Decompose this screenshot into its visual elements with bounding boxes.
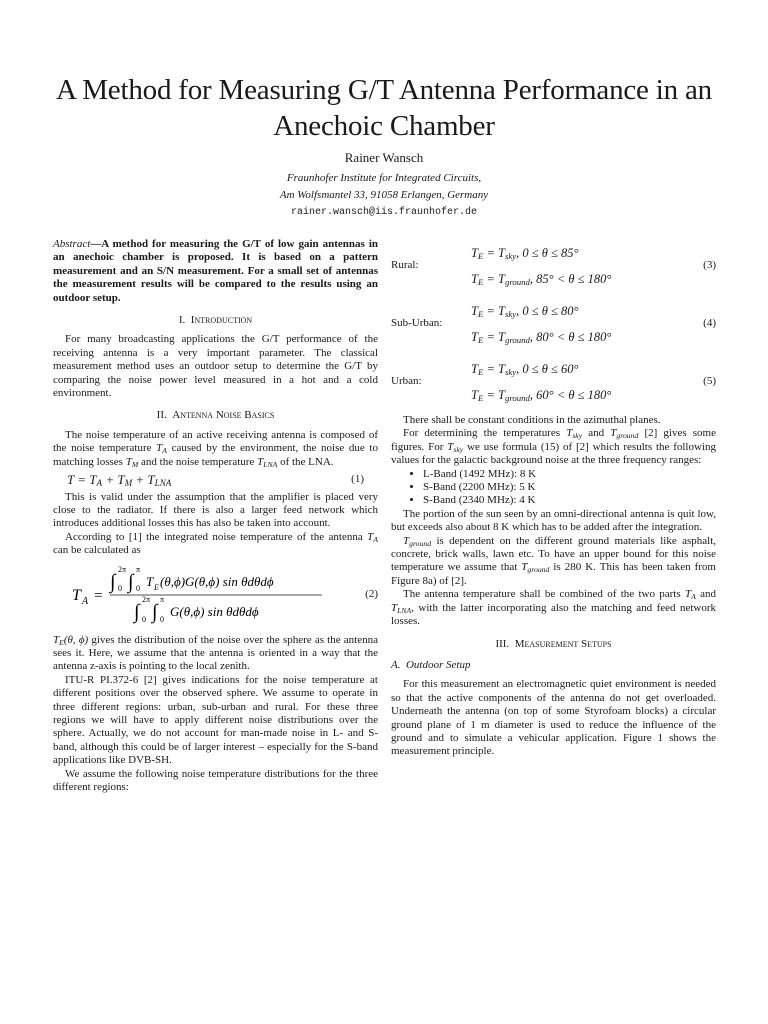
right-paragraph-5: The antenna temperature shall be combined of the two parts $T_A$ and $T_{LNA}$, with the latter incorporating also the matching and feed network losses. — [391, 588, 716, 628]
noise-paragraph-4: $T_E(\theta$, ϕ) gives the distribution of the noise over the sphere as the antenna sees it. Here, we assume that the antenna is oriented in a way that the antenna z-axis is pointing to the local zenith. — [53, 633, 378, 673]
equation-line: $T_E = T_{sky}$, 0 ≤ θ ≤ 60° — [471, 362, 579, 377]
svg-text:(θ,ϕ)G(θ,ϕ) sin θdθdϕ: (θ,ϕ)G(θ,ϕ) sin θdθdϕ — [159, 573, 274, 589]
intro-paragraph: For many broadcasting applications the G/T performance of the receiving antenna is a very important parameter. The classical measurement method uses an outdoor setup to determine the G/T by comparing the noise power level measured in a hot and a cold environment. — [53, 333, 378, 400]
equation-line: $T_E = T_{ground}$, 60° < θ ≤ 180° — [471, 388, 612, 403]
svg-text:∫: ∫ — [151, 600, 157, 623]
paper-title: A Method for Measuring G/T Antenna Performance in an Anechoic Chamber — [56, 74, 712, 142]
section-number: I. — [178, 314, 186, 327]
measurement-paragraph-1: For this measurement an electromagnetic quiet environment is needed so that the active components of the antenna do not get overloaded. Underneath the antenna (on top of some Styrofoam blocks) a circular ground plane of 1 m diameter is used to reduce the influence of the ground and to simulate a vehicular application. Figure 1 shows the measurement principle. — [391, 678, 716, 758]
svg-text:0: 0 — [117, 583, 122, 593]
section-title: Antenna Noise Basics — [172, 409, 275, 422]
subsection-heading-outdoor: A. Outdoor Setup — [391, 658, 471, 671]
svg-text:E: E — [153, 582, 159, 592]
region-label: Rural: — [391, 259, 419, 272]
svg-text:2π: 2π — [117, 564, 126, 574]
affiliation-line-1: Fraunhofer Institute for Integrated Circuits, — [286, 172, 482, 184]
section-number: II. — [156, 409, 167, 422]
equation-number: (4) — [703, 317, 716, 330]
right-paragraph-2: For determining the temperatures $T_{sky}$ and $T_{ground}$ [2] gives some figures. For $T_{sky}$ we use formula (15) of [2] which results the following values for the galactic background noise at the three frequency ranges: — [391, 427, 716, 467]
equation-line: $T_E = T_{ground}$, 85° < θ ≤ 180° — [471, 272, 612, 287]
equation-2 — [53, 558, 378, 634]
svg-text:∫: ∫ — [133, 600, 139, 623]
equation-1 — [53, 469, 378, 490]
equation-number: (3) — [703, 259, 716, 272]
svg-text:T: T — [71, 586, 81, 604]
region-equation-1 — [391, 240, 716, 292]
abstract-dash: — — [90, 238, 102, 250]
equation-2-body — [53, 564, 350, 626]
section-heading-noise-basics — [53, 409, 378, 422]
section-heading-introduction — [53, 314, 378, 327]
list-item: • L-Band (1492 MHz): 8 K — [423, 468, 716, 481]
equation-line: $T_E = T_{sky}$, 0 ≤ θ ≤ 85° — [471, 246, 579, 261]
equation-number: (1) — [351, 473, 364, 486]
svg-text:0: 0 — [141, 614, 146, 624]
right-column — [391, 238, 716, 759]
svg-text:π: π — [159, 594, 164, 604]
region-label: Urban: — [391, 375, 422, 388]
svg-text:T: T — [145, 573, 153, 589]
equation-line: $T_E = T_{ground}$, 80° < θ ≤ 180° — [471, 330, 612, 345]
svg-text:A: A — [81, 595, 88, 607]
list-item: • S-Band (2340 MHz): 4 K — [423, 494, 716, 507]
right-paragraph-3: The portion of the sun seen by an omni-directional antenna is quit low, but exceeds also about 8 K which has to be added after the integration. — [391, 507, 716, 534]
equation-line: $T_E = T_{sky}$, 0 ≤ θ ≤ 80° — [471, 304, 579, 319]
integral-formula — [72, 564, 332, 626]
noise-paragraph-3: According to [1] the integrated noise temperature of the antenna $T_A$ can be calculated as — [53, 530, 378, 557]
frequency-list — [391, 468, 716, 508]
section-heading-measurement — [391, 638, 716, 651]
author-email[interactable]: rainer.wansch@iis.fraunhofer.de — [290, 207, 478, 218]
svg-text:∫: ∫ — [109, 570, 115, 593]
right-paragraph-1: There shall be constant conditions in the azimuthal planes. — [403, 414, 661, 426]
noise-paragraph-5: ITU-R PI.372-6 [2] gives indications for the noise temperature at different positions over the observed sphere. We assume to operate in three different regions: urban, sub-urban and rural. For these three regions we will have to apply different noise distributions over the sphere. Actually, we do not account for man-made noise in L- and S-band, although this could be of larger interest – especially for the S-band applications like DVB-SH. — [53, 673, 378, 767]
section-number: III. — [495, 637, 510, 650]
noise-paragraph-2: This is valid under the assumption that the amplifier is placed very close to the radiator. If there is also a larger feed network which introduces additional losses this has also be taken into account. — [53, 490, 378, 530]
list-item: • S-Band (2200 MHz): 5 K — [423, 481, 716, 494]
abstract — [53, 238, 378, 305]
abstract-label: Abstract — [53, 238, 91, 250]
affiliation — [0, 170, 768, 204]
author-name: Rainer Wansch — [344, 150, 424, 165]
left-column — [53, 238, 378, 794]
noise-paragraph-6: We assume the following noise temperature distributions for the three different regions: — [53, 767, 378, 793]
right-paragraph-4: $T_{ground}$ is dependent on the different ground materials like asphalt, concrete, brick walls, lawn etc. To have an upper bound for this noise temperature we assume that $T_{ground}$ is 280 K. This has been taken from Figure 8a) of [2]. — [391, 534, 716, 587]
region-equations — [391, 240, 716, 408]
abstract-text: A method for measuring the G/T of low gain antennas in an anechoic chamber is proposed. It is based on a pattern measurement and an S/N measurement. For a small set of antennas the measurement results will be compared to the results using an outdoor setup. — [53, 238, 378, 304]
region-label: Sub-Urban: — [391, 317, 443, 330]
svg-text:=: = — [93, 587, 102, 604]
section-title: Introduction — [190, 314, 253, 327]
svg-text:G(θ,ϕ) sin θdθdϕ: G(θ,ϕ) sin θdθdϕ — [169, 603, 259, 619]
equation-number: (5) — [703, 375, 716, 388]
section-title: Measurement Setups — [514, 637, 612, 650]
region-equation-3 — [391, 356, 716, 408]
svg-text:∫: ∫ — [127, 570, 133, 593]
affiliation-line-2: Am Wolfsmantel 33, 91058 Erlangen, Germany — [279, 189, 489, 201]
svg-text:0: 0 — [135, 583, 140, 593]
equation-number: (2) — [365, 587, 378, 600]
svg-text:2π: 2π — [141, 594, 150, 604]
noise-paragraph-1: The noise temperature of an active receiving antenna is composed of the noise temperature $T_A$ caused by the environment, the noise due to matching losses $T_M$ and the noise temperature $T_{LNA}$ of the LNA. — [53, 428, 378, 469]
svg-text:π: π — [135, 564, 140, 574]
equation-1-body: $T = T_A + T_M + T_{LNA}$ — [67, 472, 172, 489]
svg-text:0: 0 — [159, 614, 164, 624]
region-equation-2 — [391, 298, 716, 350]
